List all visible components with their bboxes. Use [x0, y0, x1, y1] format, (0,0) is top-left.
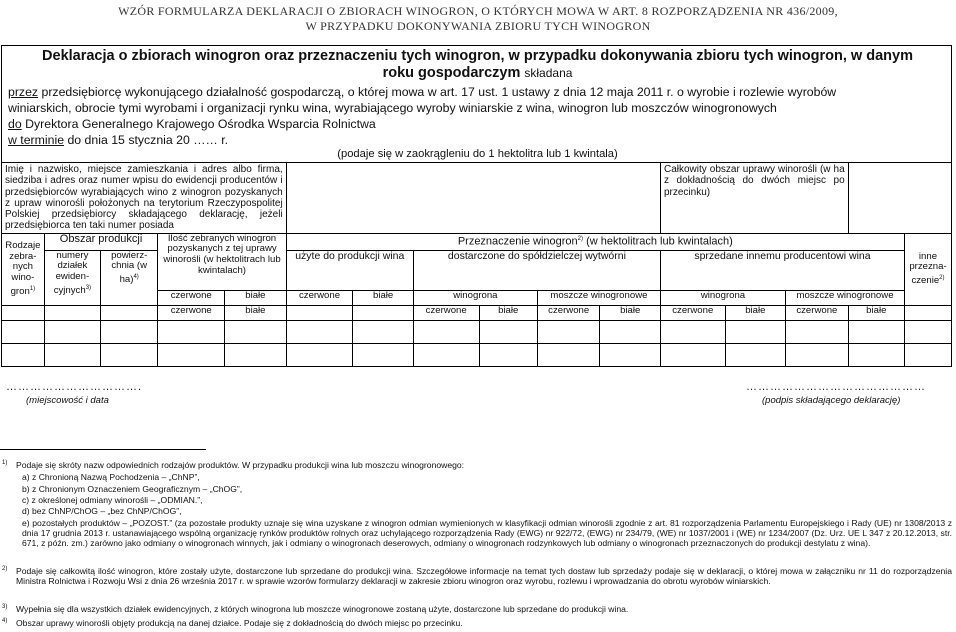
footnote-1d: d) bez ChNP/ChOG – „bez ChNP/ChOG”, [22, 506, 182, 516]
sub-red: czerwone [660, 305, 725, 320]
sub-red: czerwone [786, 305, 849, 320]
footnote-1e: e) pozostałych produktów – „POZOST.” (za pozostałe produkty uznaje się wina uzyskane z winogron odmian wymienionych w klasyfikacji odmian winorośli zgodnie z art. 81 rozporządzenia Parlamentu Europejskiego i Rady (UE) nr 1308/2013 z dnia 17 grudnia 2013 r. ustanawiającego wspólną organizację rynków produktów rolnych oraz uchylającego rozporządzenia Rady (EWG) nr 922/72, (EWG) nr 234/79, (WE) nr 1037/2001 i (WE) nr 1234/2007 (Dz. Urz. UE L 347 z 20.12.2013, str. 671, z późn. zm.) zarówno jako odmiany o winogronach winnych, jak i odmiany o winogronach deserowych, odmiany o winogronach rodzynkowych lub odmiany o winogronach przeznaczonych do produkcji destylatu z wina). [22, 518, 952, 549]
area-label: Całkowity obszar uprawy winorośli (w ha z dokładnością do dwóch miejsc po przecinku) [660, 163, 848, 234]
signature-label: (podpis składającego deklarację) [762, 395, 901, 406]
col-parcel-numbers: numery działek ewiden-cyjnych$^{3)}$ [44, 250, 100, 305]
declaration-box [1, 45, 952, 163]
footnote-divider [0, 449, 206, 450]
sub-white: białe [600, 305, 661, 320]
sub-white: białe [225, 305, 287, 320]
sub-red: czerwone [158, 290, 225, 305]
producer-field[interactable] [286, 163, 660, 234]
recipient-line: do Dyrektora Generalnego Krajowego Ośrodka Wsparcia Rolnictwa [8, 117, 376, 131]
sub-red: czerwone [158, 305, 225, 320]
sub-must: moszcze winogronowe [786, 290, 905, 305]
footnote-1c: c) z określonej odmiany winorośli – „ODMIAN.”, [22, 495, 203, 505]
footnote-4: 4) Obszar uprawy winorośli objęty produkcją na danej działce. Podaje się z dokładnością do dwóch miejsc po przecinku. [2, 618, 463, 628]
form-title: Deklaracja o zbiorach winogron oraz przeznaczeniu tych winogron, w przypadku dokonywania zbioru tych winogron, w danym [42, 48, 913, 64]
table-row [2, 320, 952, 343]
harvest-table [1, 162, 952, 367]
sub-must: moszcze winogronowe [537, 290, 660, 305]
sub-grapes: winogrona [413, 290, 537, 305]
form-title-2: roku gospodarczym składana [382, 65, 573, 81]
deadline-line: w terminie do dnia 15 stycznia 20 …… r. [8, 133, 229, 147]
col-surface: powierz-chnia (w ha)$^{4)}$ [101, 250, 158, 305]
col-delivered-coop: dostarczone do spółdzielczej wytwórni [413, 250, 660, 290]
footnote-3: 3) Wypełnia się dla wszystkich działek ewidencyjnych, z których winogrona lub moszcze winogronowe zostaną użyte, dostarczone lub sprzedane do produkcji wina. [2, 604, 629, 614]
signature-dots: ……………………………………… [746, 381, 926, 393]
table-row [2, 343, 952, 366]
producer-label: Imię i nazwisko, miejsce zamieszkania i adres albo firma, siedziba i adres oraz numer wpisu do ewidencji producentów i przedsiębiorców wyrabiających wino z winogron pozyskanych z upraw winorośli położonych na terytorium Rzeczypospolitej Polskiej przedsiębiorcy składającego deklarację, jeżeli przedsiębiorca ten taki numer posiada [2, 163, 287, 234]
header-line-1: WZÓR FORMULARZA DEKLARACJI O ZBIORACH WINOGRON, O KTÓRYCH MOWA W ART. 8 ROZPORZĄDZENIA NR 436/2009, [118, 4, 838, 18]
area-field[interactable] [848, 163, 951, 234]
footnote-1: 1) Podaje się skróty nazw odpowiednich rodzajów produktów. W przypadku produkcji wina lub moszczu winogronowego: [2, 460, 465, 470]
place-date-dots: ……………………………. [6, 381, 143, 393]
sub-red: czerwone [413, 305, 479, 320]
sub-white: białe [479, 305, 537, 320]
rounding-note: (podaje się w zaokrągleniu do 1 hektolitra lub 1 kwintala) [337, 148, 618, 160]
sub-white: białe [353, 290, 413, 305]
sub-white: białe [225, 290, 287, 305]
sub-red: czerwone [286, 290, 353, 305]
col-sold-producer: sprzedane innemu producentowi wina [660, 250, 904, 290]
col-production-area: Obszar produkcji [44, 233, 158, 250]
col-destination: Przeznaczenie winogron$^{2)}$ (w hektolitrach lub kwintalach) [286, 233, 904, 250]
submitter-line: przez przedsiębiorcę wykonującego działalność gospodarczą, o której mowa w art. 17 ust. 1 ustawy z dnia 12 maja 2011 r. o wyrobie i rozlewie wyrobów [8, 85, 837, 99]
sub-grapes: winogrona [660, 290, 785, 305]
submitter-line-2: winiarskich, obrocie tymi wyrobami i organizacji rynku wina, wyrabiającego wyroby winiarskie z wina, winogron lub moszczów winogronowych [8, 101, 777, 115]
col-used-for-wine: użyte do produkcji wina [286, 250, 413, 290]
footnote-1a: a) z Chronioną Nazwą Pochodzenia – „ChNP”, [22, 472, 200, 482]
col-other-destination: inne przezna-czenie$^{2)}$ [904, 233, 951, 305]
sub-white: białe [848, 305, 904, 320]
col-harvest-quantity: Ilość zebranych winogron pozyskanych z tej uprawy winorośli (w hektolitrach lub kwintalach) [158, 233, 286, 290]
header-line-2: W PRZYPADKU DOKONYWANIA ZBIORU TYCH WINOGRON [305, 19, 651, 33]
footnote-2: 2) Podaje się całkowitą ilość winogron, które zostały użyte, dostarczone lub sprzedane do produkcji wina. Szczegółowe informacje na temat tych dostaw lub sprzedaży podaje się w deklaracji, o której mowa w załączniku nr 11 do rozporządzenia Ministra Rolnictwa i Rozwoju Wsi z dnia 26 września 2017 r. w sprawie wzorów formularzy deklaracji w zakresie zbioru winogron oraz wyrobu, rozlewu i wprowadzania do obrotu wyrobów winiarskich. [2, 566, 952, 587]
col-grape-types: Rodzaje zebra-nych wino-gron$^{1)}$ [2, 233, 45, 305]
sub-white: białe [725, 305, 785, 320]
sub-red: czerwone [537, 305, 600, 320]
place-date-label: (miejscowość i data [26, 395, 109, 406]
footnote-1b: b) z Chronionym Oznaczeniem Geograficznym – „ChOG”, [22, 484, 243, 494]
